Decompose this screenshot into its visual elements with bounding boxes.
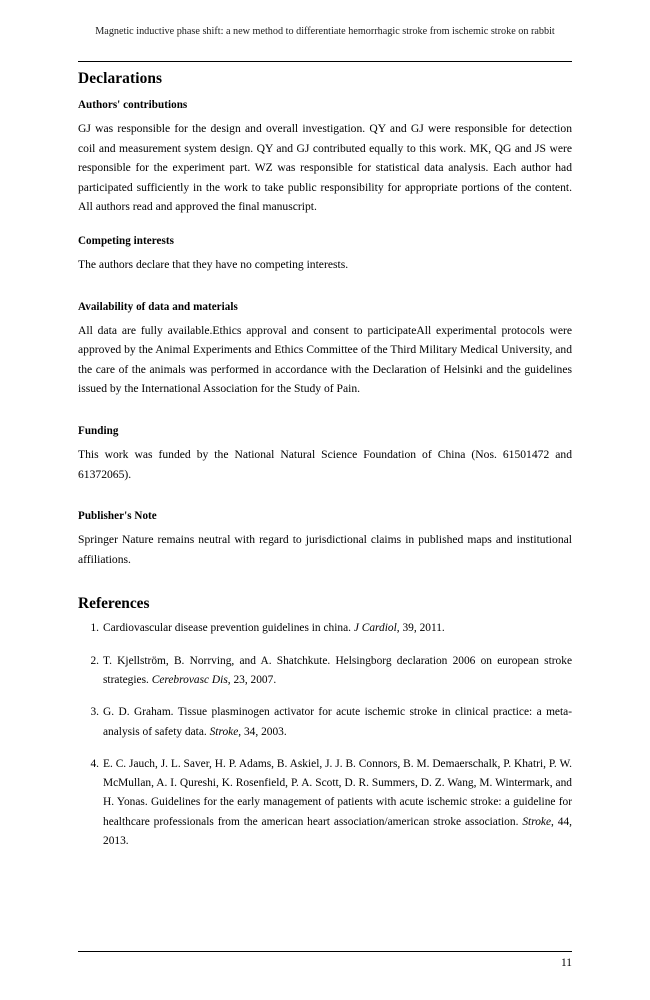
header-rule (78, 61, 572, 62)
reference-volume-year: , 23, 2007. (227, 673, 277, 686)
reference-text: T. Kjellström, B. Norrving, and A. Shatchkute. Helsingborg declaration 2006 on european stroke strategies. (103, 654, 572, 686)
reference-item (78, 755, 572, 851)
section-heading: Publisher's Note (78, 510, 157, 523)
references-title: References (78, 595, 150, 613)
page-number: 11 (561, 957, 572, 969)
section-body: All data are fully available.Ethics approval and consent to participateAll experimental protocols were approved by the Animal Experiments and Ethics Committee of the Third Military Medical University, and the care of the animals was performed in accordance with the Declaration of Helsinki and the guidelines issued by the International Association for the Study of Pain. (78, 323, 572, 396)
section-body: This work was funded by the National Natural Science Foundation of China (Nos. 61501472 and 61372065). (78, 447, 572, 481)
reference-journal: Stroke (209, 725, 239, 738)
reference-volume-year: , 34, 2003. (238, 725, 287, 738)
reference-number: 2. (90, 654, 99, 667)
section-authors-contributions (78, 99, 572, 217)
section-publishers-note (78, 510, 572, 569)
reference-text: E. C. Jauch, J. L. Saver, H. P. Adams, B. Askiel, J. J. B. Connors, B. M. Demaerschalk, P. Khatri, P. W. McMullan, A. I. Qureshi, K. Rosenfield, P. A. Scott, D. R. Summers, D. Z. Wang, M. Wintermark, and H. Yonas. Guidelines for the early management of patients with acute ischemic stroke: a guideline for healthcare professionals from the american heart association/american stroke association. (103, 757, 572, 828)
reference-item (78, 703, 572, 742)
reference-item (78, 652, 572, 691)
section-heading: Authors' contributions (78, 99, 188, 111)
section-availability-of-data (78, 301, 572, 399)
reference-volume-year: , 44, 2013. (103, 815, 572, 847)
page-title: Declarations (78, 70, 163, 87)
section-heading: Competing interests (78, 234, 174, 247)
section-funding (78, 425, 572, 484)
footer-rule (78, 951, 572, 952)
reference-journal: J Cardiol (353, 622, 397, 635)
references-section (78, 595, 572, 851)
page-content (78, 70, 572, 864)
reference-item (78, 619, 572, 638)
reference-text: Cardiovascular disease prevention guidelines in china. (103, 622, 354, 635)
reference-number: 3. (90, 706, 99, 719)
section-heading: Availability of data and materials (78, 300, 238, 313)
section-body: GJ was responsible for the design and overall investigation. QY and GJ were responsible for detection coil and measurement system design. QY and GJ contributed equally to this work. MK, QG and JS were responsible for the experiment part. WZ was responsible for statistical data analysis. Each author had participated sufficiently in the work to take public responsibility for appropriate portions of the content. All authors read and approved the final manuscript. (78, 122, 572, 214)
section-body: The authors declare that they have no competing interests. (78, 257, 349, 271)
reference-text: G. D. Graham. Tissue plasminogen activator for acute ischemic stroke in clinical practice: a meta-analysis of safety data. (103, 706, 572, 738)
reference-list (78, 619, 572, 851)
reference-journal: Cerebrovasc Dis (151, 673, 228, 686)
running-head: Magnetic inductive phase shift: a new method to differentiate hemorrhagic stroke from ischemic stroke on rabbit (95, 26, 555, 37)
section-body: Springer Nature remains neutral with regard to jurisdictional claims in published maps and institutional affiliations. (78, 533, 572, 566)
reference-number: 4. (90, 757, 99, 770)
section-competing-interests (78, 235, 572, 275)
section-heading: Funding (78, 424, 119, 437)
reference-number: 1. (90, 622, 99, 635)
reference-volume-year: , 39, 2011. (396, 622, 445, 635)
reference-journal: Stroke (522, 815, 552, 828)
